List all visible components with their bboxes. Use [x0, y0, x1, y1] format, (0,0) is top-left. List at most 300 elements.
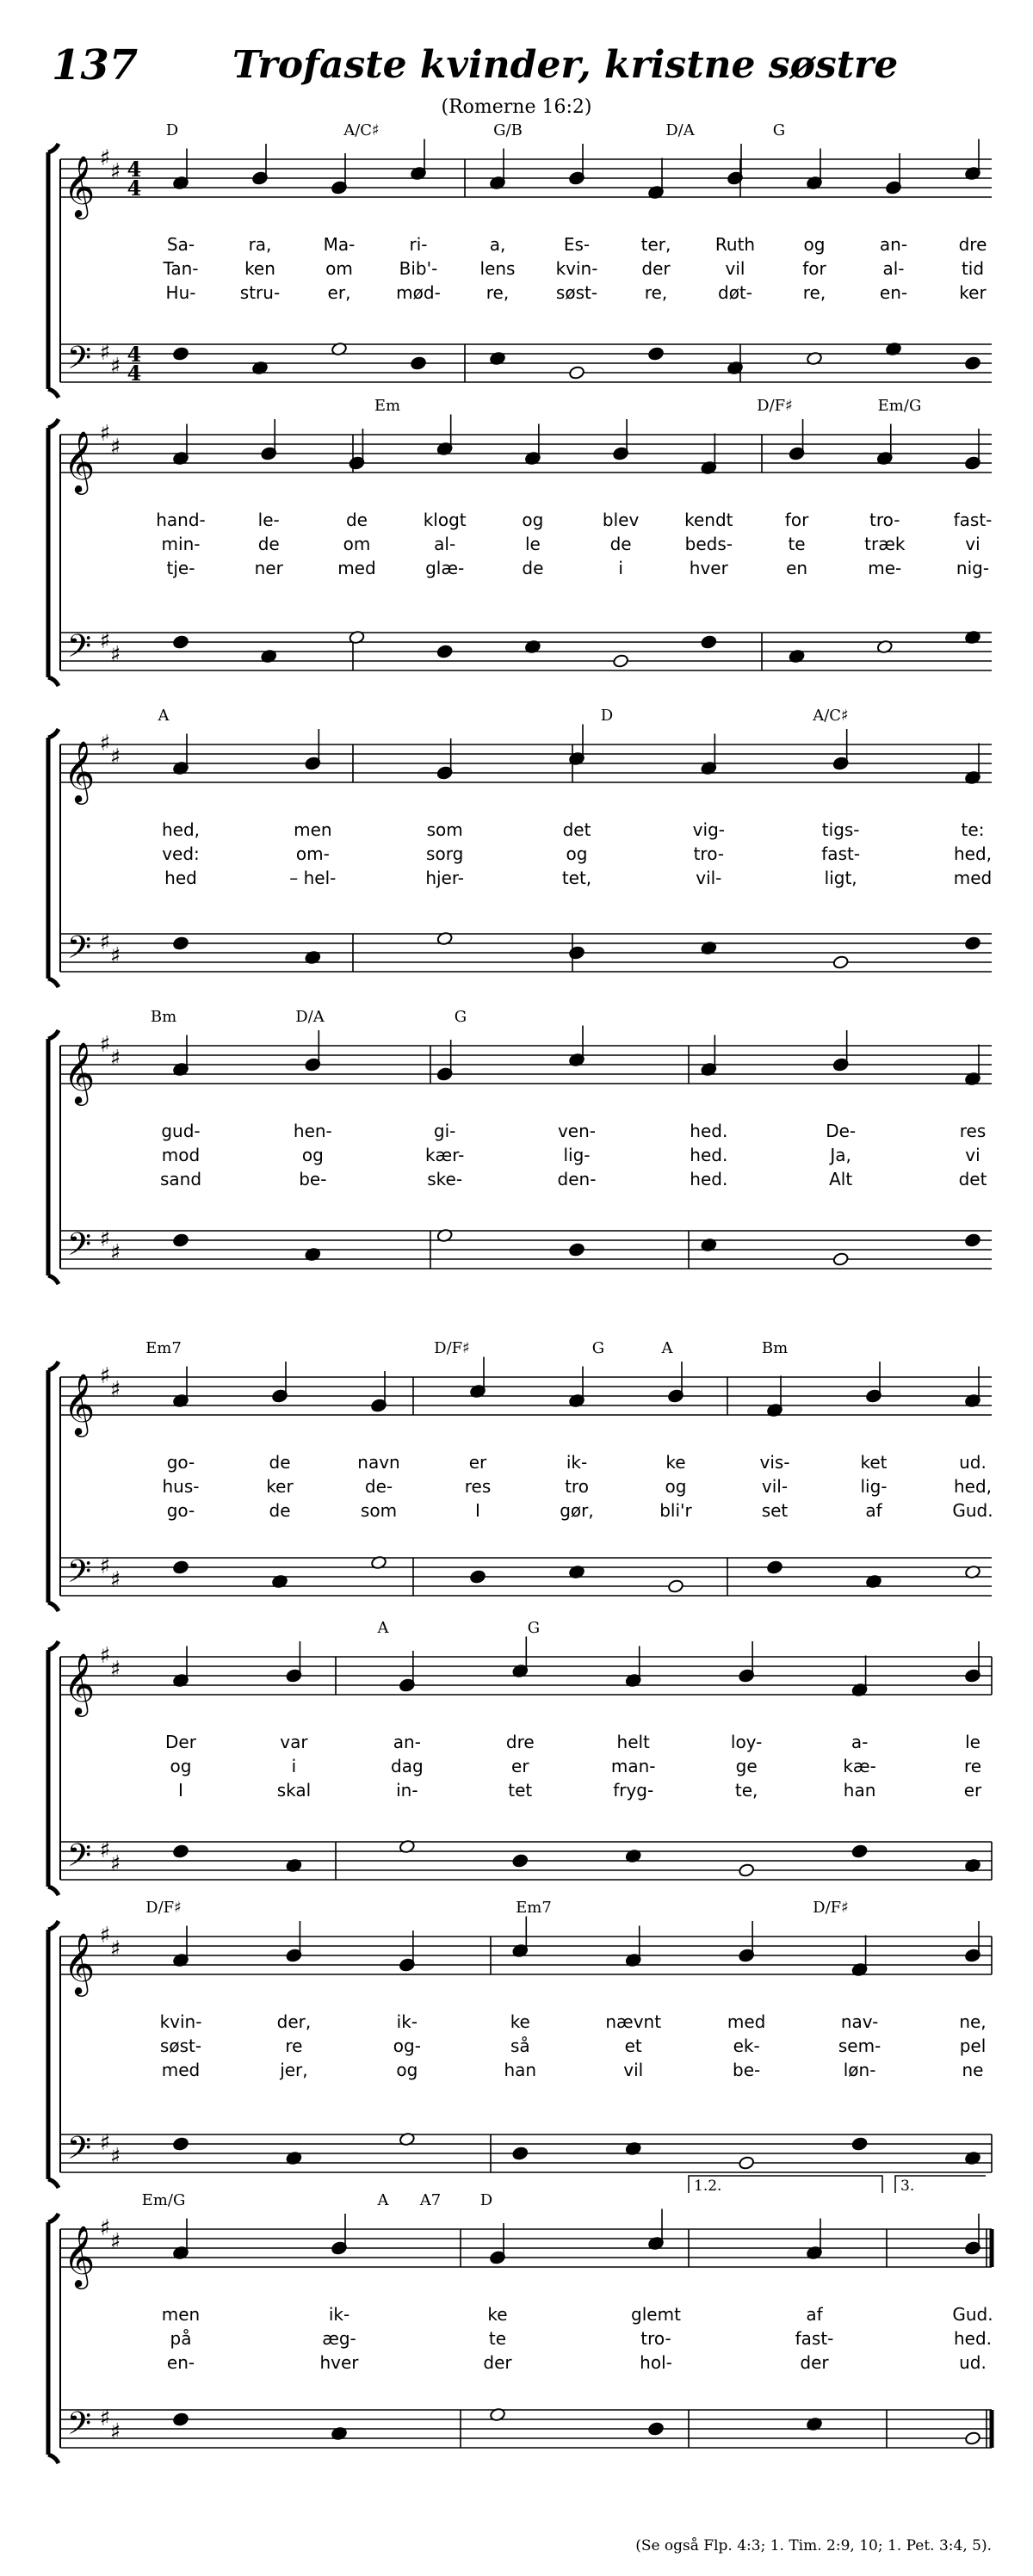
- lyric-syllable: han: [504, 2060, 537, 2080]
- lyric-syllable: bli'r: [659, 1500, 692, 1521]
- sharp-f-bass: ♯: [99, 2406, 111, 2431]
- lyric-syllable: ven-: [557, 1121, 597, 1141]
- bass-note: [739, 2156, 755, 2171]
- lyric-syllable: ri-: [409, 234, 428, 255]
- lyric-syllable: og: [396, 2060, 418, 2080]
- sharp-c-bass: ♯: [109, 1567, 121, 1593]
- bass-note: [647, 2422, 664, 2437]
- chord-symbol: D/A: [665, 121, 695, 139]
- chord-symbol: Em/G: [877, 397, 922, 415]
- lyric-syllable: er: [963, 1780, 982, 1801]
- lyric-syllable: og: [170, 1756, 192, 1776]
- bass-note: [568, 366, 585, 380]
- lyric-syllable: ke: [487, 2304, 508, 2325]
- sharp-f-treble: ♯: [99, 1032, 111, 1058]
- bass-note: [832, 955, 849, 970]
- lyric-syllable: ud.: [959, 2352, 987, 2373]
- lyric-syllable: Gud.: [952, 2304, 993, 2325]
- lyric-syllable: Tan-: [163, 258, 199, 279]
- lyric-syllable: ved:: [162, 843, 200, 864]
- lyric-syllable: le-: [257, 510, 280, 530]
- lyric-syllable: af: [865, 1500, 882, 1521]
- volta-label-1: 1.2.: [694, 2178, 722, 2195]
- lyric-syllable: hed,: [953, 843, 993, 864]
- lyric-syllable: med: [161, 2060, 201, 2080]
- system-bracket: [48, 729, 59, 987]
- chord-symbol: A: [377, 2191, 389, 2209]
- chord-symbol: G: [772, 121, 786, 139]
- lyric-syllable: te,: [734, 1780, 758, 1801]
- lyric-syllable: loy-: [730, 1732, 763, 1752]
- lyric-syllable: gør,: [560, 1500, 594, 1521]
- lyric-syllable: hed.: [690, 1169, 728, 1189]
- sharp-c-treble: ♯: [109, 435, 121, 460]
- sharp-f-treble: ♯: [99, 2215, 111, 2241]
- bass-note: [172, 2412, 189, 2427]
- sharp-c-bass: ♯: [109, 354, 121, 380]
- lyric-syllable: ge: [735, 1756, 758, 1776]
- bass-note: [410, 356, 426, 371]
- lyric-syllable: an-: [879, 234, 908, 255]
- lyric-syllable: a-: [851, 1732, 869, 1752]
- lyric-syllable: det: [958, 1169, 987, 1189]
- lyric-syllable: på: [170, 2328, 192, 2349]
- lyric-syllable: Es-: [563, 234, 591, 255]
- lyric-syllable: mød-: [396, 282, 441, 303]
- bass-note: [964, 2431, 980, 2446]
- lyric-syllable: de-: [364, 1476, 393, 1497]
- lyric-syllable: de: [269, 1500, 291, 1521]
- chord-symbol: G/B: [493, 121, 523, 139]
- lyric-syllable: Sa-: [166, 234, 195, 255]
- bass-clef: 𝄢: [66, 930, 92, 973]
- bass-note: [172, 1844, 189, 1859]
- lyric-syllable: ik-: [396, 2011, 418, 2032]
- lyric-syllable: tro-: [869, 510, 900, 530]
- sharp-c-bass: ♯: [109, 642, 121, 668]
- lyric-syllable: re,: [644, 282, 668, 303]
- lyric-syllable: æg-: [322, 2328, 356, 2349]
- bass-note: [568, 946, 585, 961]
- lyric-syllable: fast-: [953, 510, 993, 530]
- sharp-c-bass: ♯: [109, 1240, 121, 1266]
- chord-symbol: D: [165, 121, 179, 139]
- lyric-syllable: Ruth: [714, 234, 756, 255]
- treble-clef: 𝄞: [63, 1652, 96, 1714]
- lyric-syllable: og: [522, 510, 544, 530]
- lyric-syllable: og-: [393, 2035, 421, 2056]
- bass-clef: 𝄢: [66, 340, 92, 384]
- system-bracket: [48, 1641, 59, 1895]
- time-signature-top: 4: [127, 157, 142, 182]
- lyric-syllable: ker: [266, 1476, 294, 1497]
- lyric-syllable: lig-: [563, 1145, 591, 1165]
- lyric-syllable: i: [291, 1756, 297, 1776]
- chord-symbol: A: [377, 1619, 389, 1637]
- bass-note: [701, 635, 717, 650]
- lyric-syllable: go-: [166, 1500, 195, 1521]
- lyric-syllable: for: [802, 258, 826, 279]
- bass-note: [667, 1579, 684, 1594]
- sharp-c-treble: ♯: [109, 2229, 121, 2255]
- sharp-c-treble: ♯: [109, 159, 121, 185]
- lyric-syllable: klogt: [423, 510, 467, 530]
- lyric-syllable: ke: [510, 2011, 530, 2032]
- lyric-syllable: lig-: [860, 1476, 888, 1497]
- sharp-f-treble: ♯: [99, 421, 111, 447]
- lyric-syllable: tid: [961, 258, 985, 279]
- sharp-f-treble: ♯: [99, 145, 111, 171]
- lyric-syllable: te:: [961, 819, 985, 840]
- lyric-syllable: ke: [665, 1452, 686, 1473]
- sharp-f-treble: ♯: [99, 1363, 111, 1389]
- bass-note: [436, 645, 453, 659]
- treble-clef: 𝄞: [63, 1372, 96, 1435]
- lyric-syllable: skal: [276, 1780, 312, 1801]
- treble-clef: 𝄞: [63, 429, 96, 492]
- lyric-syllable: kæ-: [843, 1756, 876, 1776]
- lyric-syllable: ne: [962, 2060, 984, 2080]
- lyric-syllable: tje-: [166, 558, 195, 578]
- lyric-syllable: kendt: [684, 510, 733, 530]
- lyric-syllable: og: [665, 1476, 687, 1497]
- lyric-syllable: ter,: [640, 234, 671, 255]
- lyric-syllable: hjer-: [425, 868, 465, 888]
- lyric-syllable: pel: [959, 2035, 987, 2056]
- treble-clef: 𝄞: [63, 154, 96, 217]
- chord-symbol: D: [479, 2191, 493, 2209]
- lyric-syllable: hed.: [690, 1145, 728, 1165]
- bass-note: [172, 1233, 189, 1248]
- sharp-f-treble: ♯: [99, 731, 111, 757]
- bass-clef: 𝄢: [66, 1226, 92, 1270]
- lyric-syllable: så: [510, 2035, 530, 2056]
- bass-note: [172, 635, 189, 650]
- lyric-syllable: er: [468, 1452, 487, 1473]
- lyric-syllable: re: [963, 1756, 982, 1776]
- lyric-syllable: I: [178, 1780, 183, 1801]
- lyric-syllable: re: [285, 2035, 303, 2056]
- bass-note: [964, 1233, 980, 1248]
- sharp-c-treble: ♯: [109, 1377, 121, 1403]
- bass-note: [647, 347, 664, 361]
- lyric-syllable: dag: [391, 1756, 424, 1776]
- sharp-c-treble: ♯: [109, 744, 121, 770]
- bass-clef: 𝄢: [66, 628, 92, 672]
- lyric-syllable: søst-: [555, 282, 598, 303]
- lyric-syllable: min-: [161, 534, 201, 554]
- lyric-syllable: et: [624, 2035, 642, 2056]
- sharp-c-treble: ♯: [109, 1657, 121, 1683]
- lyric-syllable: ud.: [959, 1452, 987, 1473]
- lyric-syllable: hed.: [690, 1121, 728, 1141]
- lyric-syllable: an-: [393, 1732, 421, 1752]
- lyric-syllable: be-: [299, 1169, 327, 1189]
- lyric-syllable: vil: [623, 2060, 644, 2080]
- lyric-syllable: med: [953, 868, 993, 888]
- bass-note: [568, 1243, 585, 1257]
- lyric-syllable: Bib'-: [399, 258, 438, 279]
- lyric-syllable: for: [784, 510, 809, 530]
- lyric-syllable: mod: [161, 1145, 201, 1165]
- bass-note: [851, 1844, 868, 1859]
- lyric-syllable: der: [800, 2352, 829, 2373]
- lyric-syllable: der: [483, 2352, 512, 2373]
- chord-symbol: D: [600, 707, 614, 725]
- lyric-syllable: der,: [276, 2011, 312, 2032]
- lyric-syllable: vis-: [759, 1452, 790, 1473]
- lyric-syllable: in-: [396, 1780, 418, 1801]
- lyric-syllable: lens: [479, 258, 516, 279]
- lyric-syllable: nav-: [840, 2011, 879, 2032]
- hymn-number: 137: [52, 41, 139, 90]
- lyric-syllable: med: [727, 2011, 766, 2032]
- lyric-syllable: fast-: [821, 843, 861, 864]
- lyric-syllable: han: [843, 1780, 876, 1801]
- lyric-syllable: en-: [879, 282, 908, 303]
- lyric-syllable: ligt,: [824, 868, 857, 888]
- lyric-syllable: ik-: [566, 1452, 588, 1473]
- lyric-syllable: træk: [864, 534, 906, 554]
- sharp-c-treble: ♯: [109, 1046, 121, 1072]
- chord-symbol: G: [591, 1339, 605, 1357]
- chord-symbol: Em7: [145, 1339, 182, 1357]
- lyric-syllable: tro: [565, 1476, 589, 1497]
- lyric-syllable: kær-: [424, 1145, 465, 1165]
- lyric-syllable: vi: [965, 534, 980, 554]
- lyric-syllable: ek-: [733, 2035, 760, 2056]
- chord-symbol: Bm: [761, 1339, 789, 1357]
- lyric-syllable: tro-: [640, 2328, 671, 2349]
- bass-note: [469, 1570, 486, 1585]
- sharp-f-bass: ♯: [99, 340, 111, 366]
- chord-symbol: D/F♯: [813, 1899, 849, 1917]
- lyric-syllable: vil-: [761, 1476, 789, 1497]
- lyric-syllable: res: [959, 1121, 987, 1141]
- lyric-syllable: hen-: [293, 1121, 332, 1141]
- bass-note: [512, 2147, 529, 2161]
- sharp-f-bass: ♯: [99, 1226, 111, 1252]
- lyric-syllable: Hu-: [165, 282, 196, 303]
- chord-symbol: A: [158, 707, 170, 725]
- lyric-syllable: sem-: [838, 2035, 881, 2056]
- bass-clef: 𝄢: [66, 1554, 92, 1597]
- lyric-syllable: og: [803, 234, 826, 255]
- lyric-syllable: ket: [860, 1452, 888, 1473]
- lyric-syllable: de: [257, 534, 280, 554]
- lyric-syllable: døt-: [718, 282, 752, 303]
- lyric-syllable: en-: [166, 2352, 195, 2373]
- sharp-c-bass: ♯: [109, 943, 121, 969]
- lyric-syllable: gi-: [433, 1121, 456, 1141]
- lyric-syllable: men: [161, 2304, 201, 2325]
- chord-symbol: G: [527, 1619, 541, 1637]
- lyric-syllable: ner: [254, 558, 283, 578]
- time-signature-bottom: 4: [127, 176, 142, 201]
- system-bracket: [48, 2214, 59, 2463]
- lyric-syllable: De-: [826, 1121, 857, 1141]
- bass-note: [172, 1560, 189, 1575]
- sharp-f-treble: ♯: [99, 1923, 111, 1949]
- time-signature-bottom: 4: [127, 361, 142, 386]
- lyric-syllable: ske-: [427, 1169, 463, 1189]
- lyric-syllable: a,: [489, 234, 506, 255]
- bass-note: [766, 1560, 782, 1575]
- lyric-syllable: kvin-: [555, 258, 598, 279]
- sharp-c-bass: ♯: [109, 2419, 121, 2445]
- lyric-syllable: søst-: [159, 2035, 202, 2056]
- bass-note: [964, 356, 980, 371]
- lyric-syllable: res: [464, 1476, 492, 1497]
- lyric-syllable: tet,: [561, 868, 592, 888]
- bass-note: [832, 1252, 849, 1267]
- lyric-syllable: og: [301, 1145, 324, 1165]
- sharp-f-bass: ♯: [99, 930, 111, 955]
- lyric-syllable: set: [761, 1500, 789, 1521]
- lyric-syllable: nig-: [956, 558, 990, 578]
- bass-note: [512, 1854, 529, 1869]
- bass-note: [851, 2137, 868, 2152]
- lyric-syllable: som: [426, 819, 463, 840]
- lyric-syllable: beds-: [684, 534, 733, 554]
- lyric-syllable: al-: [882, 258, 905, 279]
- system-bracket: [48, 1030, 59, 1284]
- lyric-syllable: tro-: [693, 843, 725, 864]
- sharp-f-bass: ♯: [99, 2130, 111, 2156]
- chord-symbol: Bm: [150, 1008, 177, 1026]
- lyric-syllable: der: [641, 258, 671, 279]
- bass-note: [613, 654, 629, 669]
- time-signature-top: 4: [127, 342, 142, 367]
- bass-clef: 𝄢: [66, 1838, 92, 1881]
- system-bracket: [48, 144, 59, 398]
- chord-symbol: A: [661, 1339, 673, 1357]
- lyric-syllable: hver: [689, 558, 728, 578]
- lyric-syllable: ra,: [248, 234, 272, 255]
- lyric-syllable: det: [562, 819, 591, 840]
- bass-note: [172, 936, 189, 951]
- lyric-syllable: te: [488, 2328, 507, 2349]
- lyric-syllable: fryg-: [613, 1780, 654, 1801]
- chord-symbol: D/F♯: [434, 1339, 470, 1357]
- lyric-syllable: hed,: [161, 819, 201, 840]
- lyric-syllable: ken: [244, 258, 275, 279]
- lyric-syllable: men: [294, 819, 332, 840]
- chord-symbol: A/C♯: [813, 707, 849, 725]
- lyric-syllable: sand: [159, 1169, 202, 1189]
- chord-symbol: A7: [419, 2191, 442, 2209]
- lyric-syllable: hed.: [953, 2328, 993, 2349]
- lyric-syllable: blev: [602, 510, 640, 530]
- lyric-syllable: helt: [616, 1732, 650, 1752]
- lyric-syllable: le: [965, 1732, 980, 1752]
- chord-symbol: G: [454, 1008, 467, 1026]
- lyric-syllable: hand-: [156, 510, 206, 530]
- lyric-syllable: om: [343, 534, 371, 554]
- lyric-syllable: er: [511, 1756, 529, 1776]
- sharp-f-bass: ♯: [99, 1838, 111, 1863]
- chord-symbol: D/F♯: [145, 1899, 182, 1917]
- lyric-syllable: kvin-: [159, 2011, 202, 2032]
- bass-clef: 𝄢: [66, 2406, 92, 2449]
- lyric-syllable: den-: [557, 1169, 597, 1189]
- chord-symbol: A/C♯: [343, 121, 380, 139]
- treble-clef: 𝄞: [63, 739, 96, 802]
- lyric-syllable: tet: [508, 1780, 533, 1801]
- lyric-syllable: te: [788, 534, 806, 554]
- lyric-syllable: man-: [610, 1756, 656, 1776]
- lyric-syllable: tigs-: [821, 819, 860, 840]
- lyric-syllable: dre: [958, 234, 987, 255]
- lyric-syllable: de: [609, 534, 632, 554]
- system-bracket: [48, 419, 59, 686]
- sharp-f-treble: ♯: [99, 1643, 111, 1669]
- chord-symbol: Em: [374, 397, 401, 415]
- lyric-syllable: go-: [166, 1452, 195, 1473]
- lyric-syllable: var: [280, 1732, 308, 1752]
- lyric-syllable: hed,: [953, 1476, 993, 1497]
- lyric-syllable: – hel-: [289, 868, 337, 888]
- lyric-syllable: hed: [164, 868, 197, 888]
- bass-note: [172, 2137, 189, 2152]
- hymn-title: Trofaste kvinder, kristne søstre: [232, 43, 899, 87]
- bass-note: [964, 936, 980, 951]
- lyric-syllable: stru-: [239, 282, 281, 303]
- lyric-syllable: af: [806, 2304, 823, 2325]
- volta-label-2: 3.: [900, 2178, 915, 2195]
- chord-symbol: D/A: [295, 1008, 325, 1026]
- lyric-syllable: vi: [965, 1145, 980, 1165]
- chord-symbol: Em/G: [141, 2191, 186, 2209]
- lyric-syllable: med: [337, 558, 376, 578]
- lyric-syllable: be-: [733, 2060, 761, 2080]
- lyric-syllable: de: [269, 1452, 291, 1473]
- lyric-syllable: sorg: [426, 843, 464, 864]
- lyric-syllable: og: [566, 843, 588, 864]
- lyric-syllable: fast-: [795, 2328, 834, 2349]
- lyric-syllable: Gud.: [952, 1500, 993, 1521]
- sharp-f-bass: ♯: [99, 628, 111, 654]
- lyric-syllable: Ma-: [323, 234, 356, 255]
- sharp-c-bass: ♯: [109, 1851, 121, 1877]
- lyric-syllable: navn: [357, 1452, 400, 1473]
- lyric-syllable: glæ-: [425, 558, 465, 578]
- lyric-syllable: ne,: [959, 2011, 987, 2032]
- bass-note: [172, 347, 189, 361]
- lyric-syllable: som: [360, 1500, 398, 1521]
- lyric-syllable: i: [618, 558, 623, 578]
- lyric-syllable: hus-: [162, 1476, 200, 1497]
- bass-note: [739, 1863, 755, 1878]
- scripture-reference: (Romerne 16:2): [441, 96, 592, 118]
- sharp-c-treble: ♯: [109, 1937, 121, 1962]
- lyric-syllable: me-: [868, 558, 902, 578]
- treble-clef: 𝄞: [63, 2224, 96, 2287]
- lyric-syllable: gud-: [161, 1121, 201, 1141]
- sharp-f-bass: ♯: [99, 1554, 111, 1579]
- lyric-syllable: om: [325, 258, 353, 279]
- lyric-syllable: vil: [725, 258, 745, 279]
- lyric-syllable: ik-: [328, 2304, 350, 2325]
- lyric-syllable: jer,: [280, 2060, 308, 2080]
- lyric-syllable: vil-: [696, 868, 722, 888]
- chord-symbol: Em7: [516, 1899, 552, 1917]
- lyric-syllable: er,: [327, 282, 351, 303]
- system-bracket: [48, 1362, 59, 1611]
- lyric-syllable: vig-: [692, 819, 725, 840]
- bass-clef: 𝄢: [66, 2130, 92, 2174]
- lyric-syllable: al-: [434, 534, 456, 554]
